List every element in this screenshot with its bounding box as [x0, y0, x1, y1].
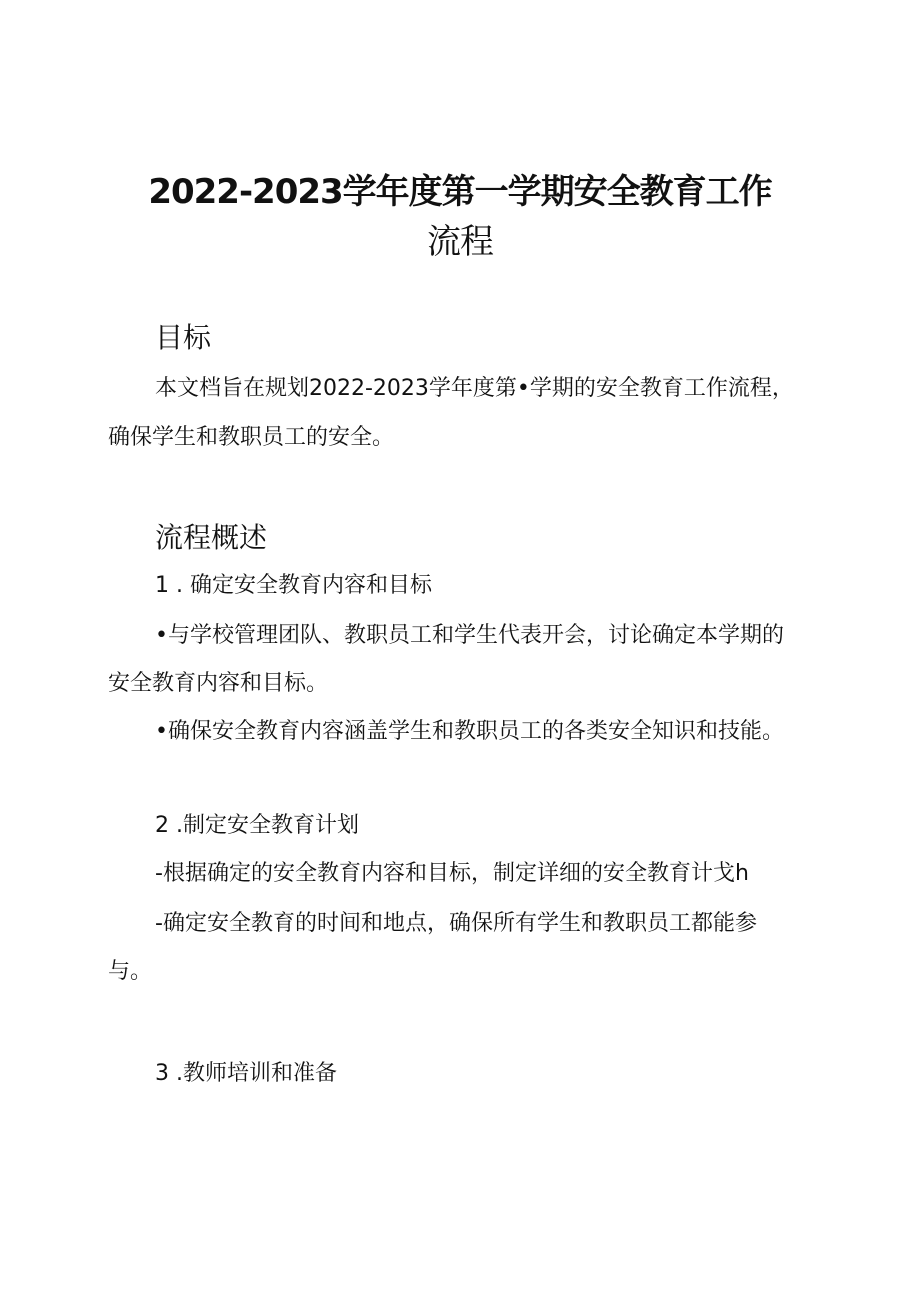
- step1-bullet1-line2: 安全教育内容和目标。: [108, 671, 329, 696]
- step2-title: 2 .制定安全教育计划: [155, 813, 359, 838]
- step1-title: 1 . 确定安全教育内容和目标: [155, 573, 432, 598]
- step2-item1: -根据确定的安全教育内容和目标，制定详细的安全教育计戈h: [155, 861, 749, 886]
- goal-paragraph-line1: 本文档旨在规划2022-2023学年度第•学期的安全教育工作流程，: [155, 376, 794, 401]
- step3-title: 3 .教师培训和准备: [155, 1061, 337, 1086]
- step1-bullet2: •确保安全教育内容涵盖学生和教职员工的各类安全知识和技能。: [155, 719, 784, 744]
- step2-item2-line1: -确定安全教育的时间和地点，确保所有学生和教职员工都能参: [155, 911, 757, 936]
- document-title-line1: 2022-2023学年度第一学期安全教育工作: [148, 172, 772, 212]
- goal-heading: 目标: [155, 321, 212, 354]
- document-title-line2: 流程: [427, 222, 493, 262]
- overview-heading: 流程概述: [155, 521, 268, 554]
- goal-paragraph-line2: 确保学生和教职员工的安全。: [108, 425, 395, 450]
- step1-bullet1-line1: •与学校管理团队、教职员工和学生代表开会，讨论确定本学期的: [155, 623, 784, 648]
- step2-item2-line2: 与。: [108, 959, 153, 984]
